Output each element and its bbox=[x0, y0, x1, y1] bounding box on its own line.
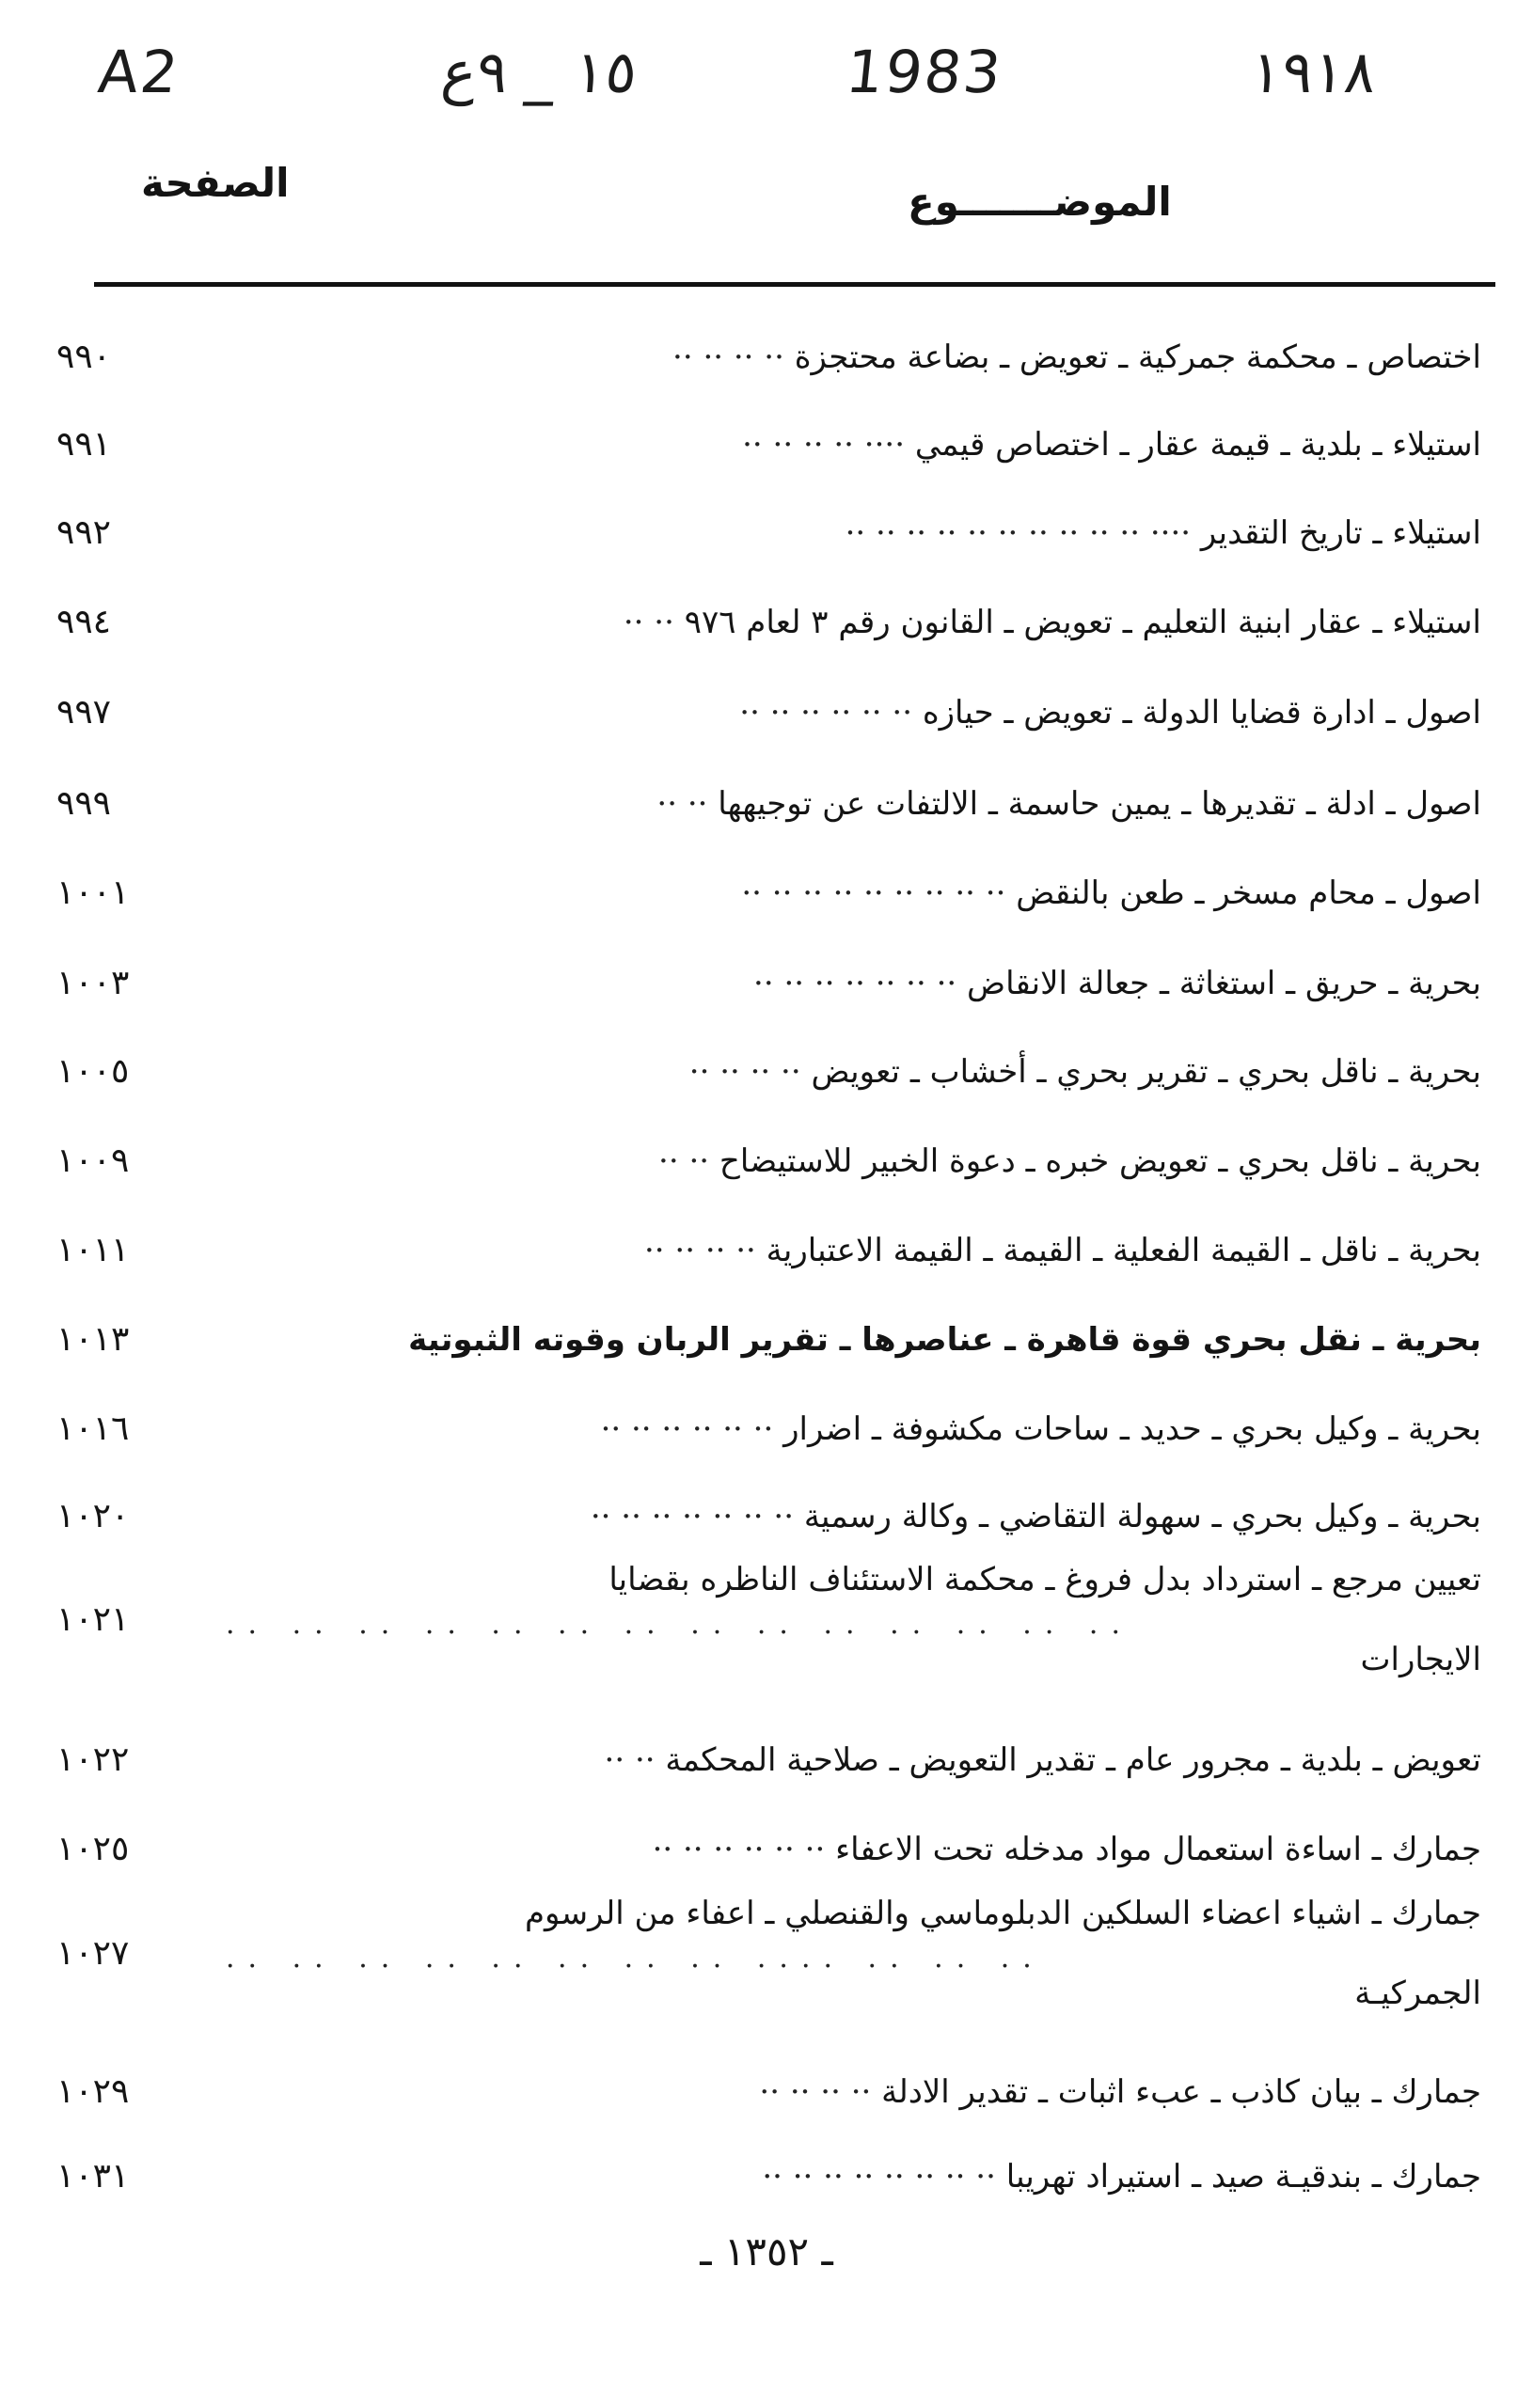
entry-page-number: ١٠٢٥ bbox=[56, 1830, 130, 1868]
entry-topic-continued: الجمركيـة bbox=[1354, 1975, 1481, 2012]
entry-topic: استيلاء ـ تاريخ التقدير bbox=[1200, 514, 1481, 552]
leader-dots: ·· ·· ·· ·· ·· ·· ·· bbox=[753, 965, 957, 1002]
index-entry bbox=[56, 955, 1481, 1012]
entry-page-number: ١٠٢١ bbox=[56, 1600, 130, 1639]
entry-topic-continued: الايجارات bbox=[1360, 1641, 1481, 1678]
entry-topic: بحرية ـ ناقل ـ القيمة الفعلية ـ القيمة ـ القيمة الاعتبارية bbox=[766, 1232, 1481, 1269]
page-column-heading: الصفحة bbox=[141, 160, 290, 206]
index-entry bbox=[56, 1488, 1481, 1545]
index-entry bbox=[56, 1312, 1481, 1368]
entry-page-number: ١٠٢٧ bbox=[56, 1934, 130, 1973]
entry-topic: بحرية ـ نقل بحري قوة قاهرة ـ عناصرها ـ تقرير الربان وقوته الثبوتية bbox=[408, 1321, 1481, 1359]
entry-page-number: ٩٩٠ bbox=[56, 338, 112, 376]
index-entry bbox=[56, 2148, 1481, 2205]
leader-dots: ·· ·· bbox=[604, 1741, 656, 1779]
entry-topic: استيلاء ـ بلدية ـ قيمة عقار ـ اختصاص قيمي bbox=[914, 426, 1481, 464]
entry-topic: بحرية ـ وكيل بحري ـ حديد ـ ساحات مكشوفة ـ اضرار bbox=[783, 1410, 1481, 1448]
handwritten-year: 1983 bbox=[843, 38, 1006, 106]
leader-dots: ···· ·· ·· ·· ·· ·· ·· ·· ·· ·· ·· bbox=[845, 514, 1192, 552]
entry-page-number: ١٠٠٩ bbox=[56, 1141, 130, 1180]
entry-topic: استيلاء ـ عقار ابنية التعليم ـ تعويض ـ القانون رقم ٣ لعام ٩٧٦ bbox=[684, 604, 1481, 641]
entry-topic: جمارك ـ بيان كاذب ـ عبء اثبات ـ تقدير الادلة bbox=[881, 2073, 1481, 2111]
entry-topic: اصول ـ ادارة قضايا الدولة ـ تعويض ـ حيازه bbox=[922, 694, 1481, 732]
handwritten-mark-left: A2 bbox=[95, 38, 183, 106]
index-entry bbox=[56, 1044, 1481, 1100]
entry-page-number: ١٠٠٣ bbox=[56, 964, 130, 1002]
entry-topic: تعيين مرجع ـ استرداد بدل فروغ ـ محكمة الاستئناف الناظره بقضايا bbox=[608, 1561, 1481, 1598]
leader-dots: ·· ·· ·· ·· bbox=[672, 338, 784, 376]
index-entry bbox=[56, 1133, 1481, 1189]
leader-dots: ·· ·· bbox=[656, 785, 708, 823]
entry-topic: جمارك ـ اشياء اعضاء السلكين الدبلوماسي والقنصلي ـ اعفاء من الرسوم bbox=[524, 1895, 1481, 1932]
index-entry bbox=[56, 685, 1481, 741]
entry-page-number: ١٠٠١ bbox=[56, 873, 130, 912]
index-entry bbox=[56, 505, 1481, 561]
page-number-footer: ـ ١٣٥٢ ـ bbox=[700, 2228, 833, 2274]
index-entry bbox=[56, 1401, 1481, 1457]
entry-topic: بحرية ـ ناقل بحري ـ تقرير بحري ـ أخشاب ـ تعويض bbox=[811, 1053, 1481, 1091]
entry-topic: اختصاص ـ محكمة جمركية ـ تعويض ـ بضاعة محتجزة bbox=[794, 338, 1481, 376]
entry-page-number: ٩٩٢ bbox=[56, 513, 112, 552]
entry-page-number: ١٠٢٢ bbox=[56, 1740, 130, 1779]
index-entry bbox=[56, 1821, 1481, 1878]
leader-dots: ·· ·· ·· ···· ·· ·· ·· ·· ·· ·· ·· ·· bbox=[226, 1950, 1045, 1983]
index-entry bbox=[56, 1222, 1481, 1279]
entry-topic: بحرية ـ وكيل بحري ـ سهولة التقاضي ـ وكالة رسمية bbox=[803, 1498, 1481, 1535]
entry-page-number: ١٠١١ bbox=[56, 1231, 130, 1269]
index-entry bbox=[56, 776, 1481, 832]
entry-page-number: ١٠٣١ bbox=[56, 2157, 130, 2196]
leader-dots: ·· ·· bbox=[623, 604, 674, 641]
index-entry bbox=[56, 1732, 1481, 1788]
entry-page-number: ٩٩١ bbox=[56, 425, 112, 464]
entry-topic: بحرية ـ ناقل بحري ـ تعويض خبره ـ دعوة الخبير للاستيضاح bbox=[719, 1142, 1481, 1180]
handwritten-serial: ١٩١٨ bbox=[1247, 38, 1381, 106]
index-entry bbox=[56, 1885, 1481, 2022]
leader-dots: ·· ·· ·· ·· ·· ·· bbox=[600, 1410, 774, 1448]
leader-dots: ·· ·· ·· ·· ·· ·· ·· ·· ·· bbox=[741, 874, 1006, 912]
leader-dots: ·· ·· ·· ·· ·· ·· bbox=[739, 694, 912, 732]
entry-page-number: ١٠١٣ bbox=[56, 1320, 130, 1359]
entry-topic: اصول ـ محام مسخر ـ طعن بالنقض bbox=[1016, 874, 1481, 912]
index-entry bbox=[56, 417, 1481, 473]
index-entry bbox=[56, 594, 1481, 651]
leader-dots: ·· ·· ·· ·· ·· ·· ·· bbox=[590, 1498, 795, 1535]
entry-page-number: ٩٩٩ bbox=[56, 784, 112, 823]
entry-page-number: ١٠١٦ bbox=[56, 1409, 130, 1448]
entry-page-number: ٩٩٤ bbox=[56, 603, 112, 641]
leader-dots: ·· ·· ·· ·· ·· ·· ·· ·· ·· ·· ·· ·· ·· ·· bbox=[226, 1616, 1133, 1649]
topic-column-heading: الموضـــــــوع bbox=[908, 179, 1172, 225]
header-divider bbox=[94, 282, 1495, 287]
entry-topic: بحرية ـ حريق ـ استغاثة ـ جعالة الانقاض bbox=[967, 965, 1481, 1002]
entry-topic: جمارك ـ بندقيـة صيد ـ استيراد تهريبا bbox=[1005, 2158, 1481, 2196]
index-entry bbox=[56, 1551, 1481, 1688]
entry-page-number: ١٠٢٩ bbox=[56, 2072, 130, 2111]
entry-page-number: ٩٩٧ bbox=[56, 693, 112, 732]
index-entry bbox=[56, 2064, 1481, 2120]
index-entry bbox=[56, 329, 1481, 386]
entry-topic: تعويض ـ بلدية ـ مجرور عام ـ تقدير التعويض ـ صلاحية المحكمة bbox=[665, 1741, 1481, 1779]
entry-topic: جمارك ـ اساءة استعمال مواد مدخله تحت الاعفاء bbox=[835, 1831, 1481, 1868]
leader-dots: ·· ·· bbox=[658, 1142, 710, 1180]
leader-dots: ·· ·· ·· ·· bbox=[643, 1232, 756, 1269]
leader-dots: ·· ·· ·· ·· bbox=[688, 1053, 801, 1091]
leader-dots: ·· ·· ·· ·· ·· ·· ·· ·· bbox=[762, 2158, 996, 2196]
entry-topic: اصول ـ ادلة ـ تقديرها ـ يمين حاسمة ـ الالتفات عن توجيهها bbox=[718, 785, 1481, 823]
leader-dots: ·· ·· ·· ·· bbox=[759, 2073, 872, 2111]
index-entry bbox=[56, 865, 1481, 921]
entry-page-number: ١٠٠٥ bbox=[56, 1052, 130, 1091]
handwritten-issue: ١٥ _ ٩ع bbox=[438, 38, 641, 106]
leader-dots: ···· ·· ·· ·· ·· bbox=[742, 426, 906, 464]
leader-dots: ·· ·· ·· ·· ·· ·· bbox=[652, 1831, 826, 1868]
entry-page-number: ١٠٢٠ bbox=[56, 1497, 130, 1535]
